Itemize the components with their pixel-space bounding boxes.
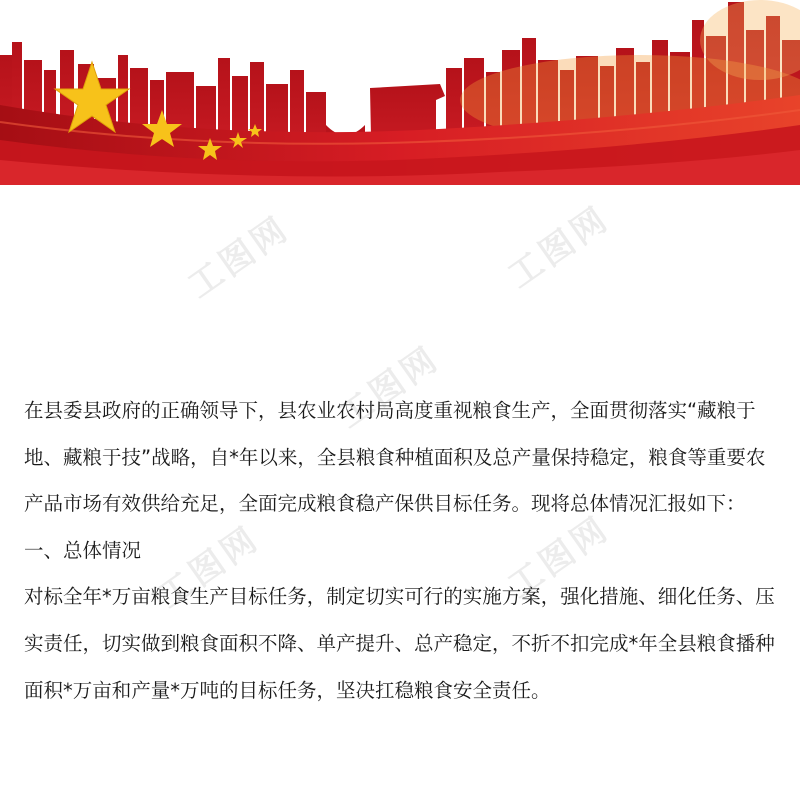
- watermark: 工图网: [500, 508, 618, 607]
- intro-paragraph: 在县委县政府的正确领导下，县农业农村局高度重视粮食生产，全面贯彻落实“藏粮于地、藏粮于技”战略，自*年以来，全县粮食种植面积及总产量保持稳定，粮食等重要农产品市场有效供给充足，全面完成粮食稳产保供目标任务。现将总体情况汇报如下：: [24, 399, 766, 516]
- city-skyline-illustration: [0, 0, 800, 185]
- header-banner: [0, 0, 800, 185]
- watermark: 工图网: [500, 198, 618, 297]
- section-heading: 一、总体情况: [24, 538, 142, 562]
- section-paragraph: 对标全年*万亩粮食生产目标任务，制定切实可行的实施方案，强化措施、细化任务、压实责任，切实做到粮食面积不降、单产提升、总产稳定，不折不扣完成*年全县粮食播种面积*万亩和产量*万吨的目标任务，坚决扛稳粮食安全责任。: [24, 585, 775, 702]
- watermark: 工图网: [180, 208, 298, 307]
- watermark: 工图网: [330, 338, 448, 437]
- document-body: [24, 388, 776, 714]
- watermark: 工图网: [150, 518, 268, 617]
